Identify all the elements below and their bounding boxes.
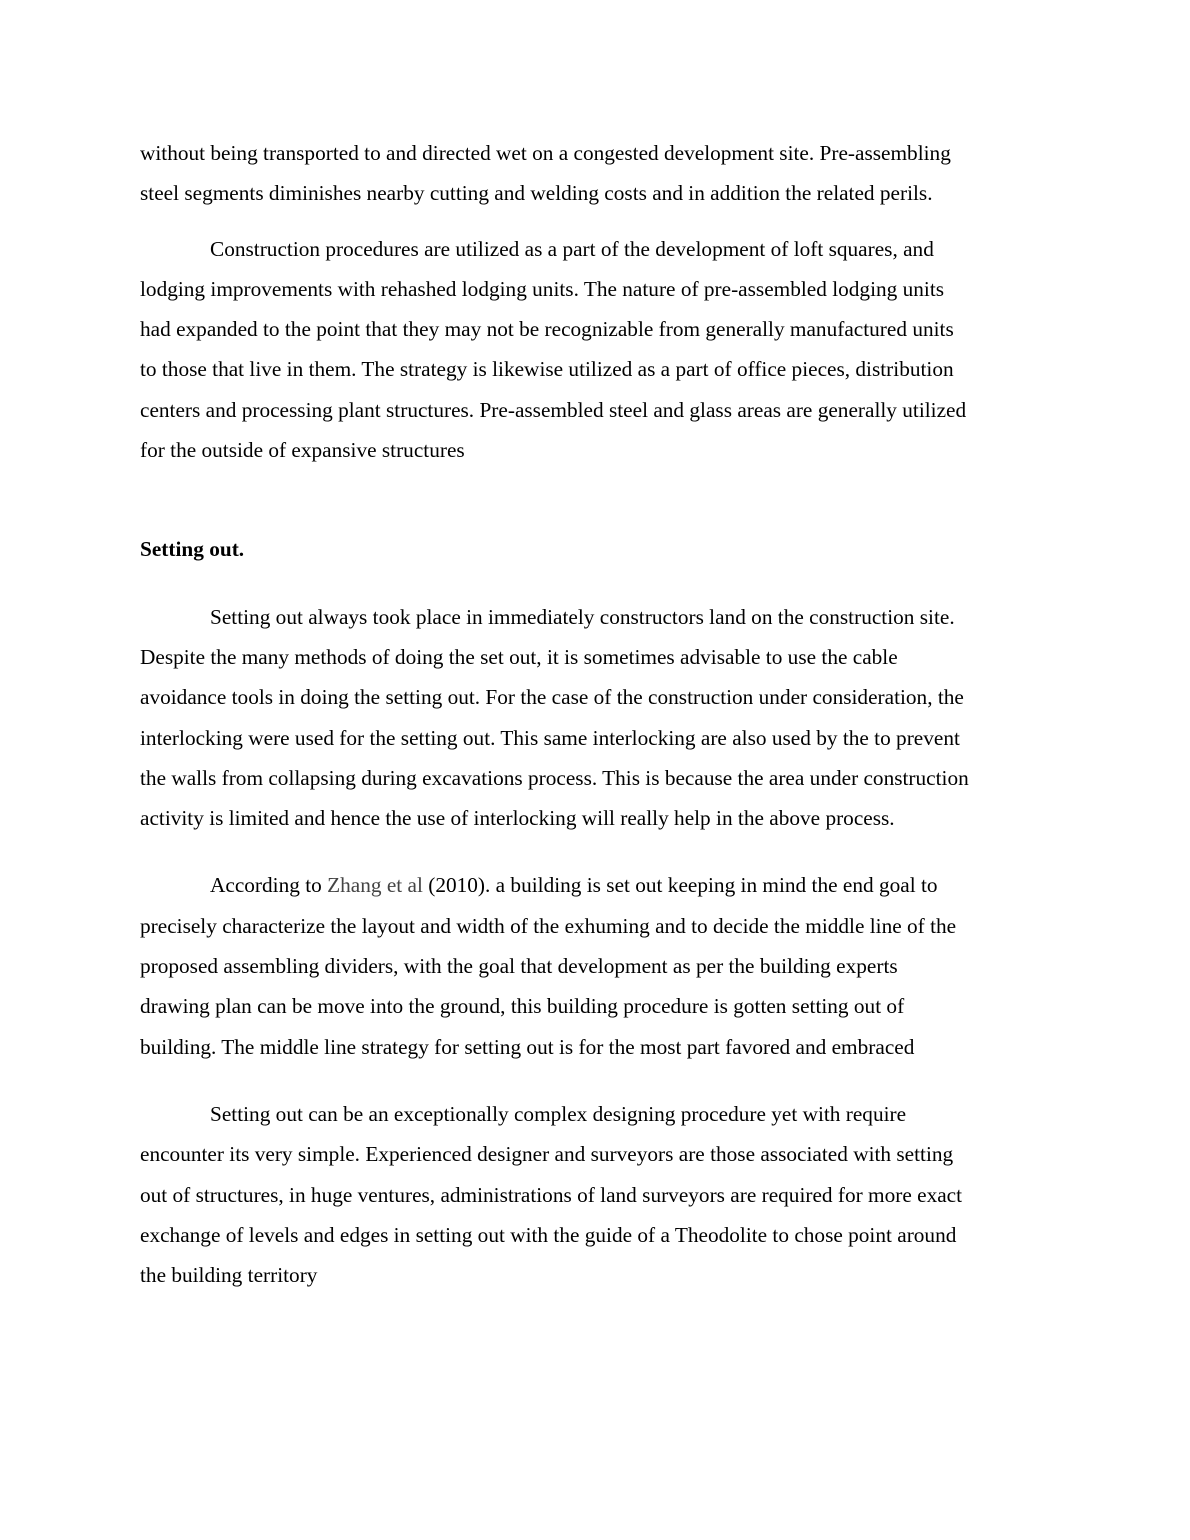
text-line: Construction procedures are utilized as a part of the development of loft squares, and [210, 236, 934, 261]
text-fragment: According to [210, 873, 328, 898]
paragraph-4 [140, 865, 1060, 1066]
text-line: avoidance tools in doing the setting out. For the case of the construction under consideration, the [140, 685, 964, 710]
text-line: building. The middle line strategy for setting out is for the most part favored and embraced [140, 1034, 915, 1059]
text-line: centers and processing plant structures. Pre-assembled steel and glass areas are generally utilized [140, 397, 967, 422]
text-line: Despite the many methods of doing the set out, it is sometimes advisable to use the cable [140, 644, 898, 669]
citation-link: Zhang et al [327, 873, 423, 898]
document-body [140, 133, 1060, 1295]
section-heading: Setting out. [140, 537, 245, 562]
paragraph-5 [140, 1094, 1060, 1295]
text-line: for the outside of expansive structures [140, 438, 465, 463]
text-line: steel segments diminishes nearby cutting and welding costs and in addition the related perils. [140, 181, 933, 206]
text-line: precisely characterize the layout and width of the exhuming and to decide the middle line of the [140, 913, 957, 938]
text-line: lodging improvements with rehashed lodging units. The nature of pre-assembled lodging units [140, 276, 945, 301]
text-line: encounter its very simple. Experienced designer and surveyors are those associated with setting [140, 1142, 954, 1167]
text-line: interlocking were used for the setting out. This same interlocking are also used by the to prevent [140, 725, 960, 750]
text-line: to those that live in them. The strategy is likewise utilized as a part of office pieces, distribution [140, 357, 954, 382]
text-line: Setting out can be an exceptionally complex designing procedure yet with require [210, 1101, 907, 1126]
text-line: without being transported to and directed wet on a congested development site. Pre-assembling [140, 141, 951, 165]
text-line: exchange of levels and edges in setting out with the guide of a Theodolite to chose point around [140, 1222, 957, 1247]
text-line: out of structures, in huge ventures, administrations of land surveyors are required for more exact [140, 1182, 963, 1207]
paragraph-2 [140, 229, 1060, 471]
text-line: drawing plan can be move into the ground, this building procedure is gotten setting out of [140, 994, 905, 1019]
text-fragment: (2010). a building is set out keeping in mind the end goal to [422, 873, 938, 898]
text-line: proposed assembling dividers, with the goal that development as per the building experts [140, 954, 898, 979]
text-line: had expanded to the point that they may not be recognizable from generally manufactured units [140, 317, 954, 342]
text-line: activity is limited and hence the use of interlocking will really help in the above process. [140, 806, 895, 831]
text-line [140, 865, 1060, 905]
text-line: the walls from collapsing during excavations process. This is because the area under construction [140, 765, 969, 790]
text-line: the building territory [140, 1263, 318, 1288]
paragraph-1 [140, 133, 1060, 214]
text-line: Setting out always took place in immediately constructors land on the construction site. [210, 604, 955, 629]
paragraph-3 [140, 597, 1060, 839]
